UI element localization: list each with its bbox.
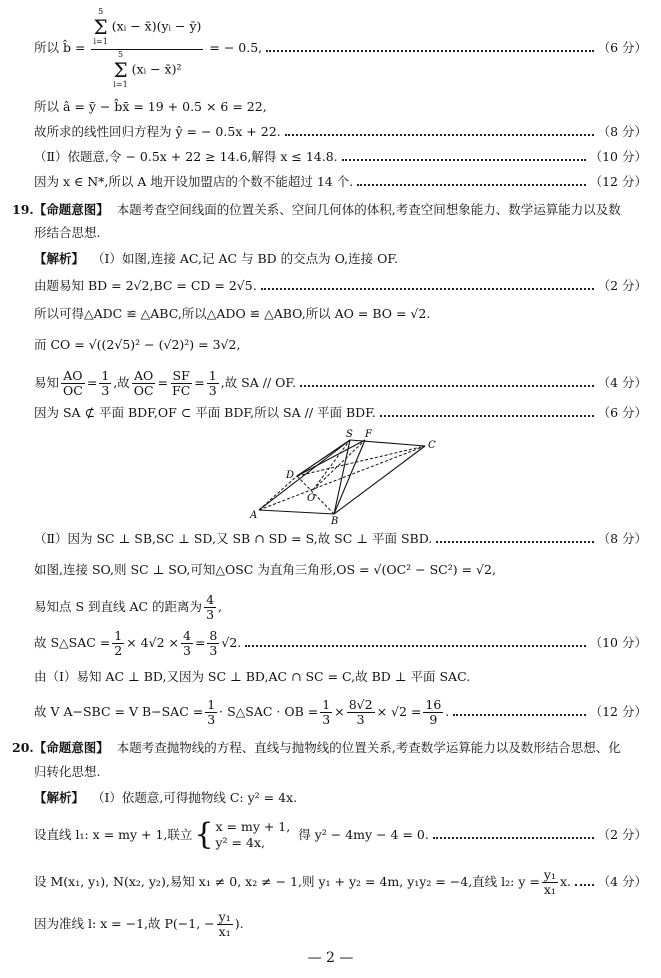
score: （12 分） [589,174,647,189]
score: （6 分） [597,40,647,55]
score: （2 分） [597,278,647,293]
q19-part-ii: （Ⅱ）因为 SC ⊥ SB,SC ⊥ SD,又 SB ∩ SD = S,故 SC ⊥ 平面 SBD. （8 分） [34,531,647,546]
score: （8 分） [597,124,647,139]
q19-line-bd: 由题易知 BD = 2√2,BC = CD = 2√5. （2 分） [34,278,647,293]
b-hat-fraction: 5 Σ i=1 (xᵢ − x̄)(yᵢ − ȳ) 5 Σ i=1 (xᵢ − x̄)² [93,6,202,89]
label-d: D [286,470,295,481]
edge-as [259,440,350,510]
q19-solution-1: 【解析】 （Ⅰ）如图,连接 AC,记 AC 与 BD 的交点为 O,连接 OF. [34,251,399,266]
q19-co-length: 而 CO = √((2√5)² − (√2)²) = 3√2, [34,337,241,352]
edge-db [297,476,334,514]
q19-distance: 易知点 S 到直线 AC 的距离为 $\frac{4}{3}$ , [34,591,222,622]
q20-intent-cont: 归转化思想. [34,764,101,779]
label-f: F [365,429,372,440]
q20-point-p: 因为准线 l: x = −1,故 P(−1, − $\frac{\text{y₁}}{\text{x₁}}$ ). [34,908,244,939]
score: （2 分） [597,827,647,842]
q19-area: 故 S△SAC = $\frac{1}{2}$ × 4√2 × $\frac{4}{3}$ = $\frac{8}{3}$ √2. （10 分） [34,627,647,658]
q19-volume: 故 V A−SBC = V B−SAC = $\frac{1}{3}$ · S△SAC · OB = $\frac{1}{3}$ × $\frac{8√2}{3}$ × √2 = $\frac{16}{9}$ . （12 分） [34,696,647,727]
pyramid-figure [245,428,445,524]
score: （8 分） [597,531,647,546]
score: （6 分） [597,405,647,420]
brace-icon: { [194,817,214,852]
edge-ds [297,440,350,476]
q19-plane-parallel: 因为 SA ⊄ 平面 BDF,OF ⊂ 平面 BDF,所以 SA // 平面 BDF. （6 分） [34,405,647,420]
a-hat-line: 所以 â = ȳ − b̂x̄ = 19 + 0.5 × 6 = 22, [34,99,267,114]
q19-intent: 19.【命题意图】 本题考查空间线面的位置关系、空间几何体的体积,考查空间想象能力、数学运算能力以及数 [12,202,621,217]
label-o: O [307,493,316,504]
part-ii-line: （Ⅱ）依题意,令 − 0.5x + 22 ≥ 14.6,解得 x ≤ 14.8. （10 分） [34,149,647,164]
edge-ad [259,476,297,510]
label-c: C [428,440,436,451]
n-line: 因为 x ∈ N*,所以 A 地开设加盟店的个数不能超过 14 个. （12 分） [34,174,647,189]
b-hat-formula: 所以 b̂ = 5 Σ i=1 (xᵢ − x̄)(yᵢ − ȳ) 5 Σ i=1 (xᵢ − x̄)² = − 0.5, （6 分） [34,6,647,89]
edge-df [297,440,365,476]
q19-bd-perp: 由（Ⅰ）易知 AC ⊥ BD,又因为 SC ⊥ BD,AC ∩ SC = C,故 BD ⊥ 平面 SAC. [34,669,471,684]
q19-os-length: 如图,连接 SO,则 SC ⊥ SO,可知△OSC 为直角三角形,OS = √(OC² − SC²) = √2, [34,562,496,577]
label-s: S [346,429,353,440]
regression-line: 故所求的线性回归方程为 ŷ = − 0.5x + 22. （8 分） [34,124,647,139]
q20-solution-1: 【解析】 （Ⅰ）依题意,可得抛物线 C: y² = 4x. [34,790,298,805]
score: （4 分） [597,874,647,889]
page-number: — 2 — [307,950,354,966]
q20-line-l2: 设 M(x₁, y₁), N(x₂, y₂),易知 x₁ ≠ 0, x₂ ≠ − 1,则 y₁ + y₂ = 4m, y₁y₂ = −4,直线 l₂: y = $\frac{\text{y₁}}{\text{x₁}}$ x. （4 分） [34,866,647,897]
q19-intent-cont: 形结合思想. [34,225,101,240]
score: （12 分） [589,704,647,719]
score: （10 分） [589,635,647,650]
edge-ab [259,510,334,514]
label-a: A [250,510,258,521]
q19-congruence: 所以可得△ADC ≌ △ABC,所以△ADO ≌ △ABO,所以 AO = BO = √2. [34,306,431,321]
q20-system: 设直线 l₁: x = my + 1,联立 { x = my + 1, y² = 4x, 得 y² − 4my − 4 = 0. （2 分） [34,817,647,852]
q20-intent: 20.【命题意图】 本题考查抛物线的方程、直线与抛物线的位置关系,考查数学运算能力以及数形结合思想、化 [12,740,621,755]
score: （4 分） [597,375,647,390]
label-b: B [331,516,339,524]
q19-parallel: 易知 $\frac{AO}{OC}$ = $\frac{1}{3}$ ,故 $\frac{AO}{OC}$ = $\frac{SF}{FC}$ = $\frac{1}{3}$ ,故 SA // OF. （4 分） [34,367,647,398]
score: （10 分） [589,149,647,164]
